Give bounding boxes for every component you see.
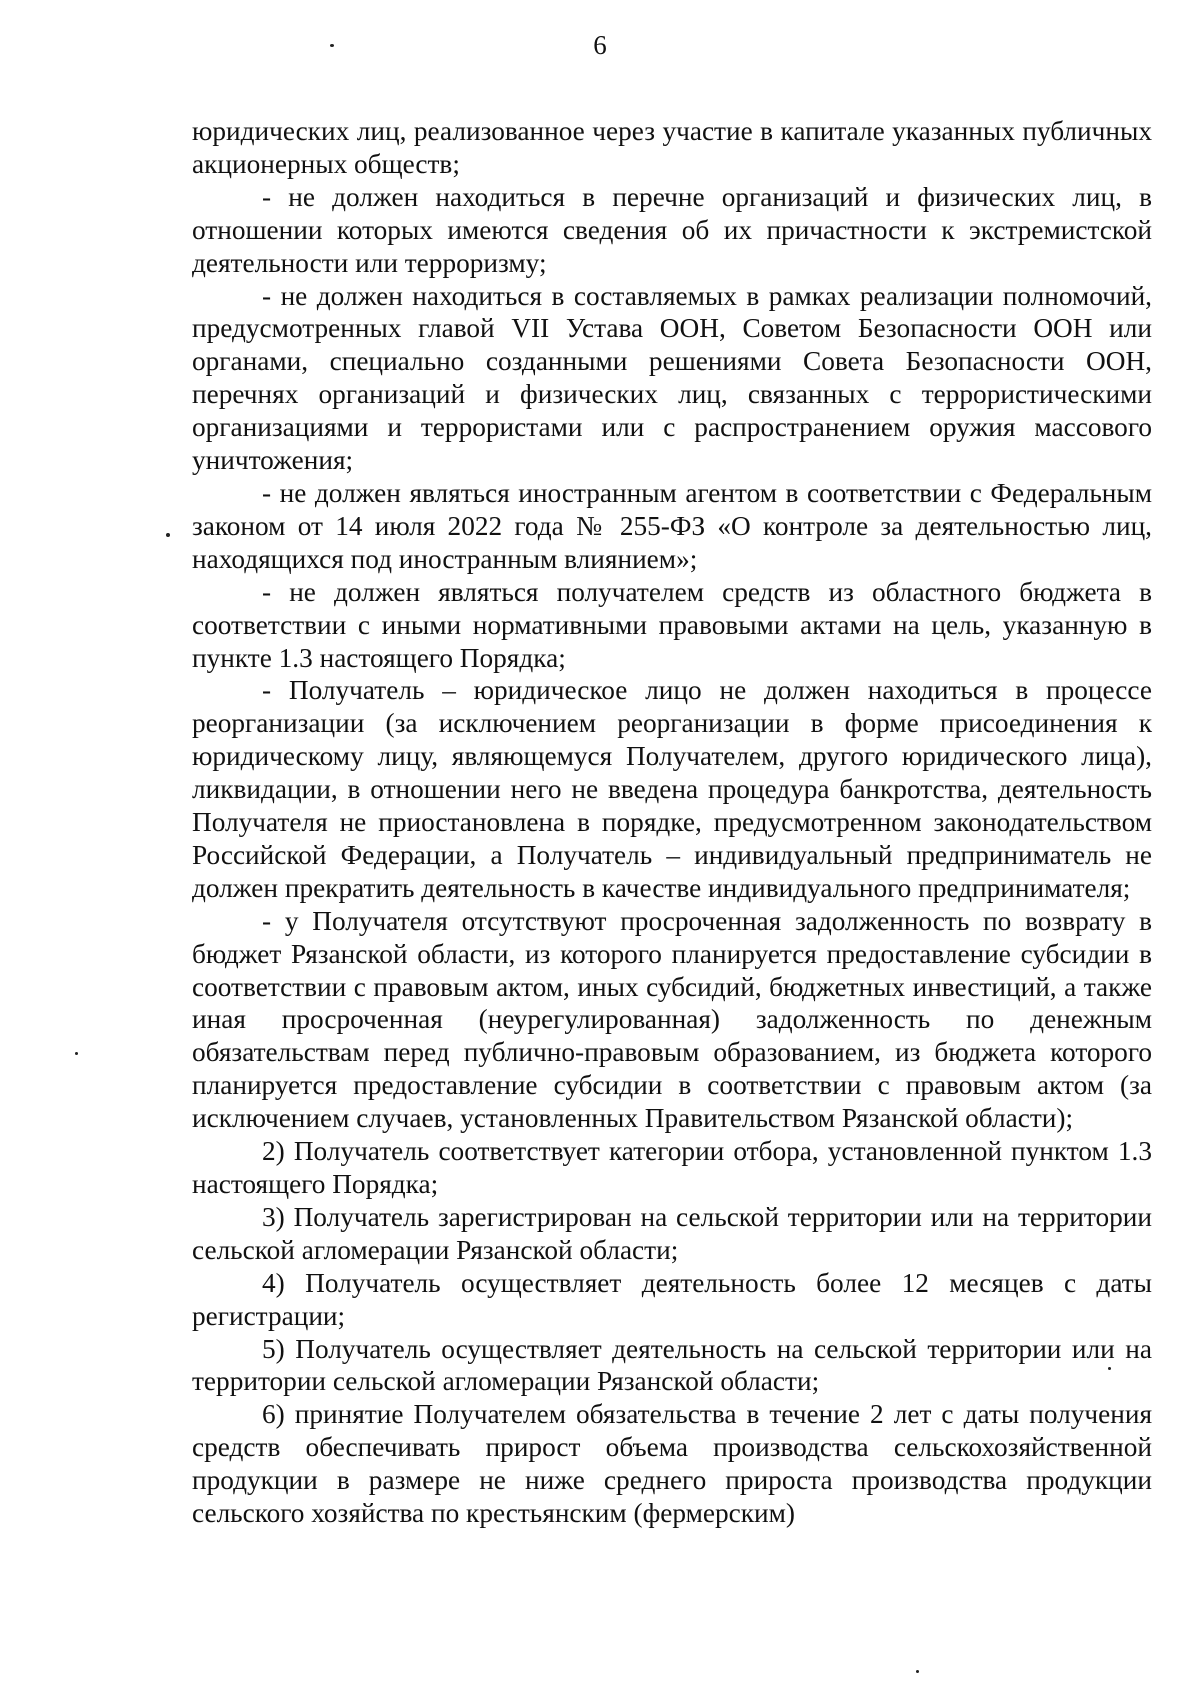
document-body (192, 115, 1152, 1530)
paragraph-extremism-list: - не должен находиться в перечне организаций и физических лиц, в отношении которых имеются сведения об их причастности к экстремистской деятельности или терроризму; (192, 181, 1152, 278)
scan-speck (916, 1670, 919, 1673)
paragraph-item-6: 6) принятие Получателем обязательства в течение 2 лет с даты получения средств обеспечивать прирост объема производства сельскохозяйственной продукции в размере не ниже среднего прироста производства продукции сельского хозяйства по крестьянским (фермерским) (192, 1399, 1152, 1529)
paragraph-foreign-agent: - не должен являться иностранным агентом в соответствии с Федеральным законом от 14 июля 2022 года № 255-ФЗ «О контроле за деятельностью лиц, находящихся под иностранным влиянием»; (192, 477, 1152, 574)
scan-speck (1108, 1367, 1111, 1370)
scan-speck (166, 533, 170, 537)
paragraph-item-5: 5) Получатель осуществляет деятельность на сельской территории или на территории сельской агломерации Рязанской области; (192, 1333, 1152, 1397)
paragraph-item-2: 2) Получатель соответствует категории отбора, установленной пунктом 1.3 настоящего Порядка; (192, 1136, 1152, 1199)
paragraph-item-4: 4) Получатель осуществляет деятельность более 12 месяцев с даты регистрации; (192, 1267, 1152, 1331)
paragraph-continuation: юридических лиц, реализованное через участие в капитале указанных публичных акционерных обществ; (192, 116, 1152, 179)
paragraph-item-3: 3) Получатель зарегистрирован на сельской территории или на территории сельской агломерации Рязанской области; (192, 1201, 1152, 1265)
paragraph-overdue-debt: - у Получателя отсутствуют просроченная задолженность по возврату в бюджет Рязанской области, из которого планируется предоставление субсидии в соответствии с правовым актом, иных субсидий, бюджетных инвестиций, а также иная просроченная (неурегулированная) задолженность по денежным обязательствам перед публично-правовым образованием, из бюджета которого планируется предоставление субсидии в соответствии с правовым актом (за исключением случаев, установленных Правительством Рязанской области); (192, 905, 1152, 1134)
paragraph-reorganization: - Получатель – юридическое лицо не должен находиться в процессе реорганизации (за исключением реорганизации в форме присоединения к юридическому лицу, являющемуся Получателем, другого юридического лица), ликвидации, в отношении него не введена процедура банкротства, деятельность Получателя не приостановлена в порядке, предусмотренном законодательством Российской Федерации, а Получатель – индивидуальный предприниматель не должен прекратить деятельность в качестве индивидуального предпринимателя; (192, 675, 1152, 903)
paragraph-regional-budget-recipient: - не должен являться получателем средств из областного бюджета в соответствии с иными нормативными правовыми актами на цель, указанную в пункте 1.3 настоящего Порядка; (192, 576, 1152, 673)
scan-speck (330, 44, 334, 47)
scan-speck (75, 1052, 78, 1055)
page-number: 6 (593, 30, 607, 60)
paragraph-un-security-council-list: - не должен находиться в составляемых в рамках реализации полномочий, предусмотренных главой VII Устава ООН, Советом Безопасности ООН или органами, специально созданными решениями Совета Безопасности ООН, перечнях организаций и физических лиц, связанных с террористическими организациями и террористами или с распространением оружия массового уничтожения; (192, 280, 1152, 476)
